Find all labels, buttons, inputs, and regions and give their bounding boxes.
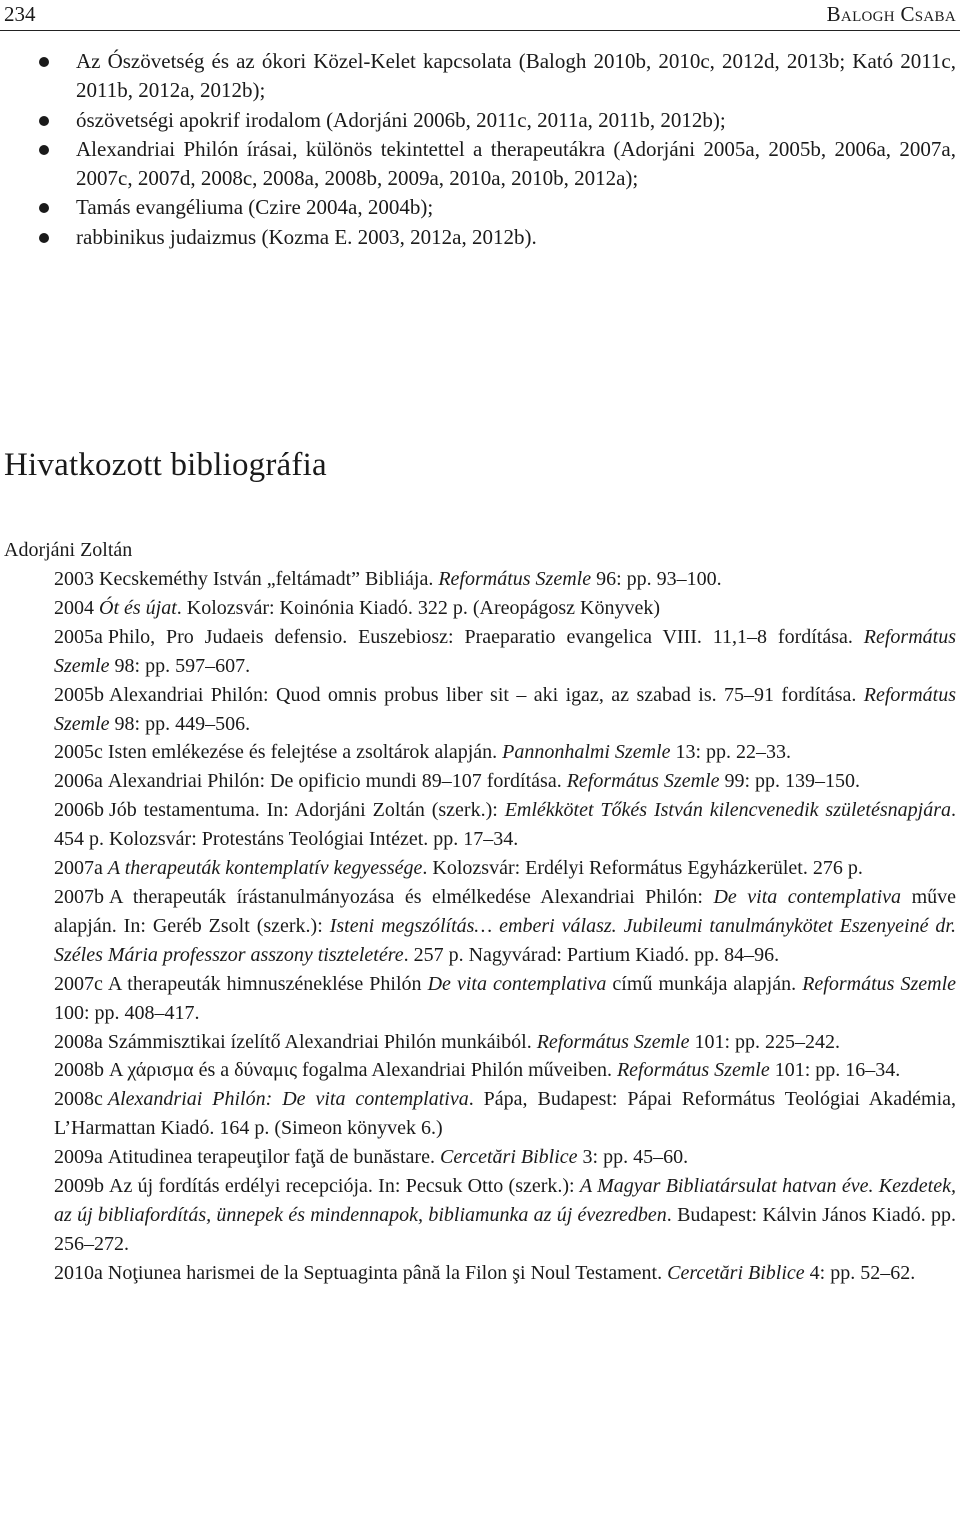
entry-year: 2003 bbox=[54, 568, 94, 590]
entry-text: Kecskeméthy István „feltámadt” Bibliája. bbox=[99, 568, 439, 590]
entry-year: 2007b bbox=[54, 885, 104, 908]
entry-text: Az új fordítás erdélyi recepciója. In: Pecsuk Otto (szerk.): bbox=[109, 1175, 580, 1198]
entry-text: 99: pp. 139–150. bbox=[719, 770, 861, 793]
bibliography-entry bbox=[54, 565, 956, 594]
entry-year: 2008a bbox=[54, 1030, 103, 1053]
entry-title-italic: Református Szemle bbox=[54, 625, 956, 677]
entry-title-italic: Református Szemle bbox=[802, 972, 956, 995]
entry-text: 101: pp. 16–34. bbox=[769, 1059, 901, 1082]
entry-title-italic: A therapeuták kontemplatív kegyessége bbox=[107, 857, 423, 880]
bibliography-entry bbox=[54, 1143, 956, 1172]
entry-title-italic: A Magyar Bibliatársulat hatvan éve. Kezdetek, az új bibliafordítás, ünnepek és mindennapok, bibliamunka az új évezredben bbox=[54, 1175, 956, 1226]
entry-text: Alexandriai Philón: De opificio mundi 89–107 fordítása. bbox=[107, 770, 567, 793]
entry-text: Noţiunea harismei de la Septuaginta până la Filon şi Noul Testament. bbox=[107, 1261, 668, 1284]
page-number: 234 bbox=[4, 2, 36, 26]
list-item: Az Ószövetség és az ókori Közel-Kelet kapcsolata (Balogh 2010b, 2010c, 2012d, 2013b; Kató 2011c, 2011b, 2012a, 2012b); bbox=[0, 47, 960, 106]
entry-title-italic: De vita contemplativa bbox=[427, 972, 607, 995]
entry-text: Philo, Pro Judaeis defensio. Euszebiosz: Praeparatio evangelica VIII. 11,1–8 fordítása. bbox=[107, 625, 864, 648]
running-header bbox=[0, 0, 960, 31]
bibliography-entry bbox=[54, 970, 956, 1028]
list-item: rabbinikus judaizmus (Kozma E. 2003, 2012a, 2012b). bbox=[0, 223, 960, 252]
entry-title-italic: Isteni megszólítás… emberi válasz. Jubileumi tanulmánykötet Eszenyeiné dr. Széles Mária professzor asszony tiszteletére bbox=[54, 914, 956, 966]
entry-year: 2006b bbox=[54, 799, 104, 822]
entry-title-italic: Cercetări Biblice bbox=[667, 1261, 805, 1284]
entry-title-italic: Református Szemle bbox=[566, 770, 720, 793]
research-topics-list bbox=[0, 47, 960, 252]
entry-title-italic: Alexandriai Philón: De vita contemplativa bbox=[107, 1088, 469, 1111]
entry-text: 98: pp. 597–607. bbox=[109, 654, 251, 677]
entry-year: 2005b bbox=[54, 683, 104, 706]
bibliography-entry bbox=[54, 854, 956, 883]
entry-text: 3: pp. 45–60. bbox=[577, 1146, 689, 1169]
bibliography-entry bbox=[54, 767, 956, 796]
entry-year: 2009b bbox=[54, 1175, 104, 1198]
entry-text: 13: pp. 22–33. bbox=[670, 741, 792, 764]
entry-title-italic: Pannonhalmi Szemle bbox=[502, 741, 671, 764]
bibliography-list bbox=[54, 565, 956, 1288]
bibliography-entry bbox=[54, 883, 956, 970]
bullet-icon bbox=[39, 145, 49, 155]
entry-text: 4: pp. 52–62. bbox=[804, 1261, 916, 1284]
entry-text: 98: pp. 449–506. bbox=[109, 712, 251, 735]
entry-year: 2005c bbox=[54, 741, 103, 764]
entry-title-italic: Cercetări Biblice bbox=[439, 1146, 578, 1169]
entry-title-italic: Református Szemle bbox=[438, 568, 592, 590]
bullet-icon bbox=[39, 233, 49, 243]
entry-text: Atitudinea terapeuţilor faţă de bunăstare. bbox=[107, 1146, 440, 1169]
entry-text: A χάρισμα és a δύναμις fogalma Alexandriai Philón műveiben. bbox=[109, 1059, 617, 1082]
entry-title-italic: Emlékkötet Tőkés István kilencvenedik születésnapjára bbox=[504, 799, 951, 822]
entry-year: 2008c bbox=[54, 1088, 103, 1111]
list-item: Tamás evangéliuma (Czire 2004a, 2004b); bbox=[0, 193, 960, 222]
entry-year: 2009a bbox=[54, 1146, 103, 1169]
entry-year: 2004 bbox=[54, 596, 94, 619]
entry-text: . Kolozsvár: Erdélyi Református Egyházkerület. 276 p. bbox=[422, 857, 863, 880]
entry-text: A therapeuták írástanulmányozása és elmélkedése Alexandriai Philón: bbox=[109, 885, 714, 908]
entry-title-italic: De vita contemplativa bbox=[713, 885, 902, 908]
bullet-icon bbox=[39, 116, 49, 126]
bibliography-entry bbox=[54, 1085, 956, 1143]
entry-text: . Kolozsvár: Koinónia Kiadó. 322 p. (Areopágosz Könyvek) bbox=[176, 596, 661, 619]
entry-text: Alexandriai Philón: Quod omnis probus liber sit – aki igaz, az szabad is. 75–91 fordítása. bbox=[109, 683, 864, 706]
bibliography-entry bbox=[54, 738, 956, 767]
bibliography-entry bbox=[54, 594, 956, 623]
bibliography-author: Adorjáni Zoltán bbox=[4, 539, 133, 561]
entry-year: 2008b bbox=[54, 1059, 104, 1082]
entry-year: 2007a bbox=[54, 857, 103, 880]
bibliography-entry bbox=[54, 1028, 956, 1057]
bibliography-entry bbox=[54, 1056, 956, 1085]
entry-text: . Pápa, Budapest: Pápai Református Teológiai Akadémia, L’Harmattan Kiadó. 164 p. (Simeon könyvek 6.) bbox=[54, 1088, 956, 1140]
entry-title-italic: Református Szemle bbox=[536, 1030, 690, 1053]
entry-year: 2007c bbox=[54, 972, 103, 995]
entry-title-italic: Ót és újat bbox=[99, 596, 177, 619]
entry-text: Számmisztikai ízelítő Alexandriai Philón munkáiból. bbox=[107, 1030, 537, 1053]
bullet-icon bbox=[39, 203, 49, 213]
bibliography-entry bbox=[54, 796, 956, 854]
entry-year: 2006a bbox=[54, 770, 103, 793]
bibliography-entry bbox=[54, 1259, 956, 1288]
entry-title-italic: Református Szemle bbox=[54, 683, 956, 735]
section-heading: Hivatkozott bibliográfia bbox=[4, 447, 327, 483]
entry-text: 96: pp. 93–100. bbox=[591, 568, 722, 590]
entry-text: című munkája alapján. bbox=[606, 972, 803, 995]
entry-text: Isten emlékezése és felejtése a zsoltárok alapján. bbox=[107, 741, 503, 764]
running-head-author: Balogh Csaba bbox=[826, 2, 956, 26]
entry-text: Jób testamentuma. In: Adorjáni Zoltán (szerk.): bbox=[109, 799, 505, 822]
list-item: ószövetségi apokrif irodalom (Adorjáni 2006b, 2011c, 2011a, 2011b, 2012b); bbox=[0, 106, 960, 135]
entry-text: műve alapján. In: Geréb Zsolt (szerk.): bbox=[54, 885, 956, 937]
entry-text: 100: pp. 408–417. bbox=[54, 1001, 200, 1024]
entry-year: 2010a bbox=[54, 1261, 103, 1284]
entry-text: . 257 p. Nagyvárad: Partium Kiadó. pp. 84–96. bbox=[403, 943, 780, 966]
bibliography-entry bbox=[54, 681, 956, 739]
entry-text: . Budapest: Kálvin János Kiadó. pp. 256–272. bbox=[54, 1203, 956, 1255]
entry-text: . 454 p. Kolozsvár: Protestáns Teológiai Intézet. pp. 17–34. bbox=[54, 799, 956, 851]
entry-year: 2005a bbox=[54, 625, 103, 648]
entry-text: A therapeuták himnuszéneklése Philón bbox=[107, 972, 428, 995]
entry-text: 101: pp. 225–242. bbox=[689, 1030, 841, 1053]
list-item: Alexandriai Philón írásai, különös tekintettel a therapeutákra (Adorjáni 2005a, 2005b, 2006a, 2007a, 2007c, 2007d, 2008c, 2008a, 2008b, 2009a, 2010a, 2010b, 2012a); bbox=[0, 135, 960, 194]
bibliography-entry bbox=[54, 623, 956, 681]
bullet-icon bbox=[39, 57, 49, 67]
entry-title-italic: Református Szemle bbox=[616, 1059, 770, 1082]
bibliography-entry bbox=[54, 1172, 956, 1259]
